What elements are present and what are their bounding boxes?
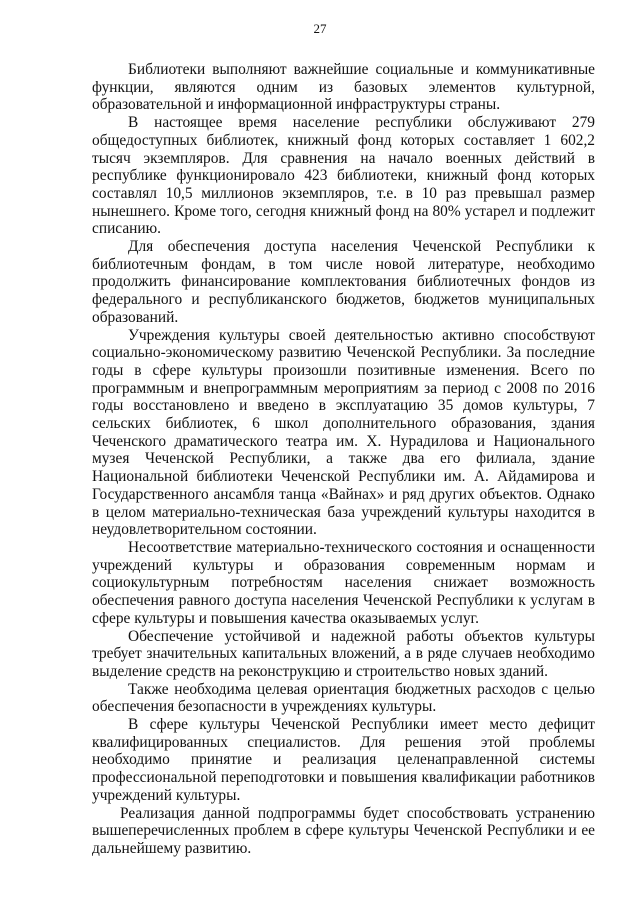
paragraph-security-budget: Также необходима целевая ориентация бюджетных расходов с целью обеспечения безопасности в учреждениях культуры.: [92, 680, 595, 716]
paragraph-cultural-institutions: Учреждения культуры своей деятельностью активно способствуют социально-экономическому развитию Чеченской Республики. За последние годы в сфере культуры произошли позитивные изменения. Всего по программным и внепрограммным мероприятиям за период с 2008 по 2016 годы восстановлено и введено в эксплуатацию 35 домов культуры, 7 сельских библиотек, 6 школ дополнительного образования, здания Чеченского драматического театра им. Х. Нурадилова и Национального музея Чеченской Республики, а также два его филиала, здание Национальной библиотеки Чеченской Республики им. А. Айдамирова и Государственного ансамбля танца «Вайнах» и ряд других объектов. Однако в целом материально-техническая база учреждений культуры находится в неудовлетворительном состоянии.: [92, 326, 595, 539]
paragraph-subprogram-goal: Реализация данной подпрограммы будет способствовать устранению вышеперечисленных проблем в сфере культуры Чеченской Республики и ее дальнейшему развитию.: [92, 804, 595, 857]
paragraph-mismatch: Несоответствие материально-технического состояния и оснащенности учреждений культуры и образования современным нормам и социокультурным потребностям населения снижает возможность обеспечения равного доступа населения Чеченской Республики к услугам в сфере культуры и повышения качества оказываемых услуг.: [92, 538, 595, 627]
paragraph-library-count: В настоящее время население республики обслуживают 279 общедоступных библиотек, книжный фонд которых составляет 1 602,2 тысяч экземпляров. Для сравнения на начало военных действий в республике функционировало 423 библиотеки, книжный фонд которых составлял 10,5 миллионов экземпляров, т.е. в 10 раз превышал размер нынешнего. Кроме того, сегодня книжный фонд на 80% устарел и подлежит списанию.: [92, 114, 595, 238]
paragraph-libraries-role: Библиотеки выполняют важнейшие социальные и коммуникативные функции, являются одним из базовых элементов культурной, образовательной и информационной инфраструктуры страны.: [92, 61, 595, 114]
page-number: 27: [313, 21, 327, 36]
document-body: [92, 61, 595, 858]
paragraph-capital-investment: Обеспечение устойчивой и надежной работы объектов культуры требует значительных капитальных вложений, а в ряде случаев необходимо выделение средств на реконструкцию и строительство новых зданий.: [92, 627, 595, 680]
paragraph-library-funding: Для обеспечения доступа населения Чеченской Республики к библиотечным фондам, в том числе новой литературе, необходимо продолжить финансирование комплектования библиотечных фондов из федерального и республиканского бюджетов, бюджетов муниципальных образований.: [92, 238, 595, 326]
paragraph-staff-shortage: В сфере культуры Чеченской Республики имеет место дефицит квалифицированных специалистов. Для решения этой проблемы необходимо принятие и реализация целенаправленной системы профессиональной переподготовки и повышения квалификации работников учреждений культуры.: [92, 716, 595, 804]
